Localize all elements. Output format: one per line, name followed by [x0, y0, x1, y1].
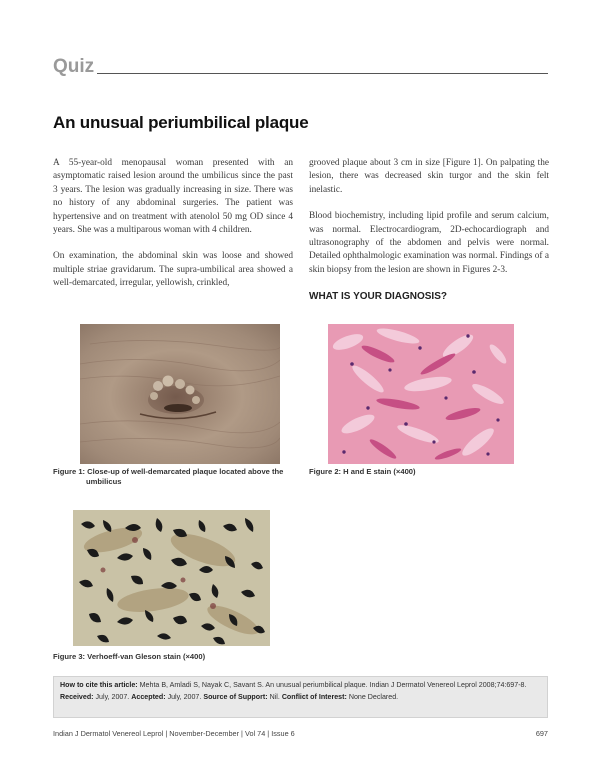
how-to-cite-label: How to cite this article:	[60, 681, 138, 689]
page-number: 697	[535, 729, 548, 738]
section-rule	[97, 73, 548, 74]
how-to-cite	[60, 680, 541, 690]
paragraph-history: A 55-year-old menopausal woman presented with an asymptomatic raised lesion around the umbilicus since the past 3 years. The lesion was gradually increasing in size. There was no history of any abdominal surgeries. The patient was hypertensive and on treatment with atenolol 50 mg OD since 4 years. She was a multiparous woman with 4 children.	[53, 158, 293, 236]
figure-2-he-micrograph	[328, 324, 514, 464]
figure-3-caption: Figure 3: Verhoeff-van Gleson stain (×400)	[53, 652, 206, 661]
figure-1-clinical-photo	[80, 324, 280, 464]
how-to-cite-text: Mehta B, Amladi S, Nayak C, Savant S. An unusual periumbilical plaque. Indian J Dermatol Venereol Leprol 2008;74:697-8.	[139, 681, 527, 689]
received-value: July, 2007.	[95, 693, 130, 701]
conflict-label: Conflict of Interest:	[281, 693, 347, 701]
citation-box	[53, 676, 548, 718]
article-title: An unusual periumbilical plaque	[53, 113, 309, 132]
body-column-right	[309, 157, 549, 304]
support-label: Source of Support:	[203, 693, 268, 701]
paragraph-investigations: Blood biochemistry, including lipid profile and serum calcium, was normal. Electrocardiogram, 2D-echocardiograph and ultrasonography of the abdomen and pelvis were normal. Detailed ophthalmologic examination was normal. Findings of a skin biopsy from the lesion are shown in Figures 2-3.	[309, 211, 549, 275]
accepted-label: Accepted:	[131, 693, 166, 701]
figure-3-vvg-micrograph	[73, 510, 270, 646]
accepted-value: July, 2007.	[167, 693, 202, 701]
diagnosis-question: WHAT IS YOUR DIAGNOSIS?	[309, 291, 447, 303]
paragraph-palpation: grooved plaque about 3 cm in size [Figure 1]. On palpating the lesion, there was decreased skin turgor and the skin felt inelastic.	[309, 158, 549, 195]
footer-journal: Indian J Dermatol Venereol Leprol | November-December | Vol 74 | Issue 6	[53, 729, 295, 738]
body-column-left	[53, 157, 293, 304]
page-footer	[53, 729, 548, 738]
figure-1-caption	[53, 467, 303, 486]
figure-1-caption-line1: Figure 1: Close-up of well-demarcated plaque located above the	[53, 467, 284, 476]
paragraph-examination: On examination, the abdominal skin was loose and showed multiple striae gravidarum. The supra-umbilical area showed a well-demarcated, irregular, yellowish, crinkled,	[53, 251, 293, 289]
conflict-value: None Declared.	[348, 693, 399, 701]
figure-1-caption-line2: umbilicus	[86, 476, 122, 486]
section-header	[53, 56, 548, 78]
support-value: Nil.	[269, 693, 280, 701]
article-dates	[60, 692, 541, 702]
received-label: Received:	[60, 693, 94, 701]
section-title: Quiz	[53, 56, 95, 77]
figure-2-caption: Figure 2: H and E stain (×400)	[309, 467, 416, 476]
